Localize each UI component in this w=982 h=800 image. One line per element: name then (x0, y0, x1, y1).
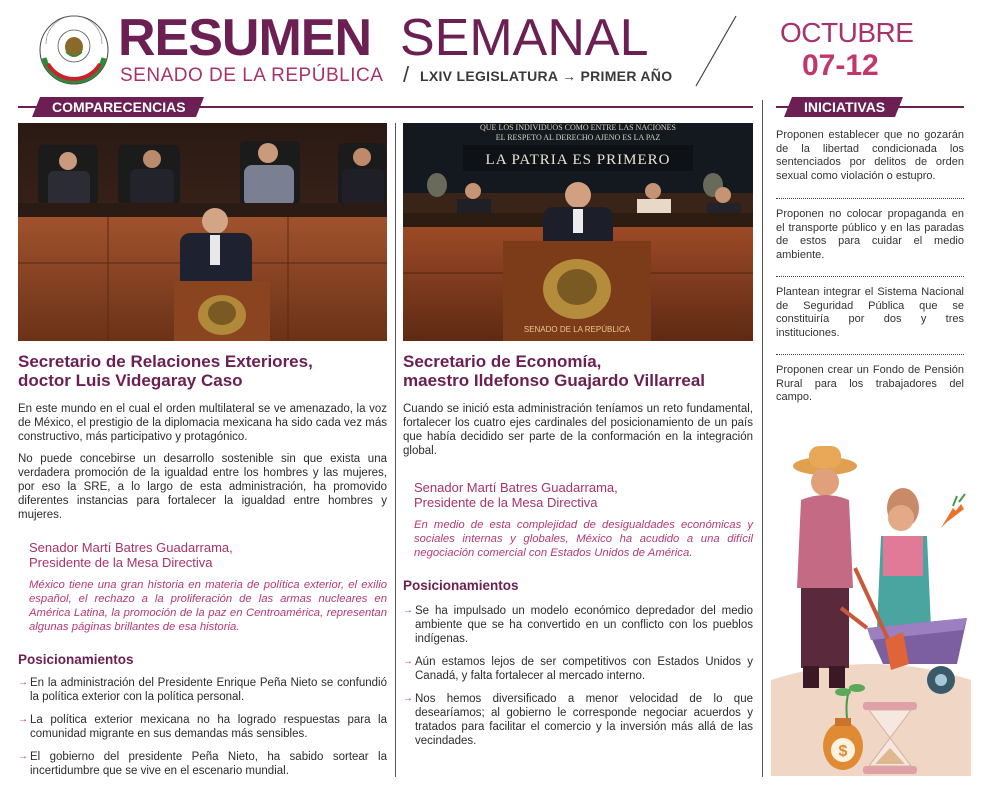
arrow-icon: → (403, 656, 413, 667)
photo-videgaray (18, 123, 387, 341)
list-item: → Aún estamos lejos de ser competitivos con Estados Unidos y Canadá, y falta fortalecer al mercado interno. (403, 656, 753, 682)
left-paragraph-2: No puede concebirse un desarrollo sostenible sin que exista una verdadera promoción de la igualdad entre los hombres y las mujeres, por eso la SRE, a lo largo de esta administración, ha promovido diferentes instancias para fortalecer la igualdad entre hombres y mujeres. (18, 453, 387, 521)
date-range: 07-12 (802, 49, 879, 82)
photo-guajardo (403, 123, 753, 341)
coin-symbol: $ (838, 743, 848, 760)
left-quote-text: México tiene una gran historia en materia de política exterior, el exilio español, el rechazo a la proliferación de las armas nucleares en América Latina, la promoción de la paz en Centroamérica, representan algunas páginas brillantes de esa historia. (29, 579, 387, 633)
left-heading-line1: Secretario de Relaciones Exteriores, (18, 352, 313, 371)
arrow-icon: → (18, 714, 28, 725)
left-column (18, 352, 387, 787)
date-month: OCTUBRE (780, 17, 914, 48)
farmers-illustration (771, 418, 971, 776)
banner-top-text: QUE LOS INDIVIDUOS COMO ENTRE LAS NACIONES (480, 123, 676, 132)
senate-seal-logo (38, 14, 110, 86)
left-quote (18, 540, 387, 634)
section-bar-iniciativas (776, 97, 964, 117)
subtitle-senado: SENADO DE LA REPÚBLICA (120, 65, 384, 86)
arrow-icon: → (403, 693, 413, 704)
iniciativa-separator (776, 276, 964, 277)
section-title-iniciativas: INICIATIVAS (792, 97, 895, 117)
list-item: → Nos hemos diversificado a menor velocidad de lo que desearíamos; al gobierno le corresponde negociar acuerdos y tratados para facilitar el comercio y la inversión más allá de las vecindades. (403, 693, 753, 747)
middle-quote (403, 480, 753, 560)
diagonal-divider (668, 14, 768, 88)
left-heading-line2: doctor Luis Videgaray Caso (18, 371, 243, 390)
section-bar-comparecencias (18, 97, 753, 117)
column-divider (395, 123, 396, 777)
middle-quote-name: Senador Martí Batres Guadarrama, (414, 480, 618, 495)
legislature-label: LXIV LEGISLATURA → PRIMER AÑO (420, 68, 673, 84)
left-bullets (18, 676, 387, 778)
middle-quote-text: En medio de esta complejidad de desigualdades económicas y sociales internas y globales, México ha acudido a una difícil negociación comercial con Estados Unidos de América. (414, 519, 753, 559)
slash-divider: / (403, 62, 410, 87)
middle-paragraph-1: Cuando se inició esta administración teníamos un reto fundamental, fortalecer los cuatro ejes cardinales del posicionamiento de un país que había decidido ser parte de la conformación en la integración global. (403, 403, 753, 457)
list-item: → En la administración del Presidente Enrique Peña Nieto se confundió la política exterior con la política personal. (18, 677, 387, 703)
list-item: → Se ha impulsado un modelo económico depredador del medio ambiente que se ha convertido en un conflicto con los pueblos indígenas. (403, 605, 753, 645)
middle-quote-role: Presidente de la Mesa Directiva (414, 495, 598, 510)
column-divider-right (762, 100, 763, 777)
left-quote-name: Senador Martí Batres Guadarrama, (29, 540, 233, 555)
list-item: → La política exterior mexicana no ha logrado respuestas para la comunidad migrante en sus demandas más sensibles. (18, 714, 387, 740)
iniciativa-2: Proponen no colocar propaganda en el transporte público y en las paradas de estos para cuidar el medio ambiente. (776, 208, 964, 261)
podium-text: SENADO DE LA REPÚBLICA (523, 325, 631, 334)
left-paragraph-1: En este mundo en el cual el orden multilateral se ve amenazado, la voz de México, el prestigio de la diplomacia mexicana ha sido cada vez más constructivo, más participativo y protagónico. (18, 403, 387, 443)
arrow-icon: → (18, 751, 28, 762)
title-semanal: SEMANAL (400, 9, 649, 67)
iniciativa-separator (776, 354, 964, 355)
iniciativa-3: Plantean integrar el Sistema Nacional de Seguridad Pública que se constituiría por dos y tres instituciones. (776, 286, 964, 339)
iniciativa-1: Proponen establecer que no gozarán de la libertad condicionada los sentenciados por delitos de orden sexual como violación o estupro. (776, 129, 964, 182)
title-resumen: RESUMEN (118, 9, 372, 67)
banner-motto: LA PATRIA ES PRIMERO (485, 152, 671, 168)
iniciativa-4: Proponen crear un Fondo de Pensión Rural para los trabajadores del campo. (776, 364, 964, 403)
arrow-icon: → (403, 605, 413, 616)
banner-top-text-2: EL RESPETO AL DERECHO AJENO ES LA PAZ (495, 133, 661, 142)
section-title-comparecencias: COMPARECENCIAS (40, 97, 196, 117)
arrow-icon: → (18, 677, 28, 688)
middle-bullets (403, 604, 753, 748)
middle-heading-line2: maestro Ildefonso Guajardo Villarreal (403, 371, 706, 390)
middle-column (403, 352, 753, 757)
left-quote-role: Presidente de la Mesa Directiva (29, 555, 213, 570)
middle-pos-title: Posicionamientos (403, 578, 519, 593)
middle-heading-line1: Secretario de Economía, (403, 352, 602, 371)
iniciativa-separator (776, 198, 964, 199)
list-item: → El gobierno del presidente Peña Nieto, ha sabido sortear la incertidumbre que se vive en el escenario mundial. (18, 751, 387, 777)
left-pos-title: Posicionamientos (18, 652, 134, 667)
